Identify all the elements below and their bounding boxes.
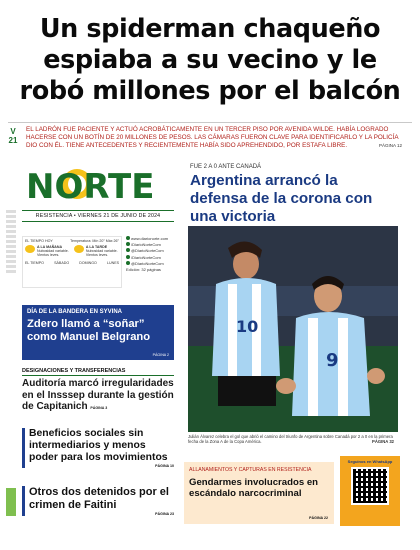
twitter-link[interactable]: @DiarioNorteCom [131,248,164,254]
youtube-icon [126,255,130,259]
instagram-icon [126,261,130,265]
qr-text: Seguinos en WhatsApp [347,459,393,464]
morning-forecast: Nubosidad variable. Vientos leves. [37,249,69,257]
svg-text:9: 9 [326,350,339,371]
flag-day-story[interactable] [22,305,174,360]
argentina-story[interactable] [186,164,398,230]
sun-icon [25,245,35,253]
lead-text: EL LADRÓN FUE PACIENTE Y ACTUÓ ACROBÁTICAMENTE EN UN TERCER PISO POR AVENIDA WILDE. HABÍA LOGRADO HACERSE CON UN BOTÍN DE 20 MILLONES DE PESOS. LAS CÁMARAS FUERON CLAVE PARA IDENTIFICARLO Y LA POLICÍA DIO CON ÉL. TIENE ANTECEDENTES Y RECIENTEMENTE HABÍA SIDO APREHENDIDO, POR ESTAFA LIBRE. [26,126,399,150]
page-ref: PÁGINA 32 [372,439,394,445]
afternoon-forecast: Nubosidad variable. Vientos leves. [85,249,118,257]
instagram-link[interactable]: @DiarioNorteCom [131,260,164,266]
facebook-link[interactable]: /DiarioNorteCom [131,242,161,248]
edition-info: Edición: 32 páginas [126,267,161,273]
lead-paragraph [26,126,402,151]
website-link[interactable]: www.diarionorte.com [131,236,169,241]
photo-caption [188,434,394,445]
svg-text:10: 10 [236,317,259,336]
social-links [126,236,174,273]
edition-code: V 21 [8,127,18,145]
forecast-day: SÁBADO [54,261,70,265]
forecast-day: DOMINGO [79,261,97,265]
benefits-story[interactable] [22,428,174,468]
page-ref: PÁGINA 2 [152,353,169,357]
whatsapp-qr-box[interactable] [340,456,400,526]
barcode-strip [6,210,16,274]
forecast-day: EL TIEMPO [25,261,44,265]
story-title: Beneficios sociales sin intermediarios y menos poder para los movimientos [29,428,168,463]
logo-graphic [22,164,174,206]
story-title: Zdero llamó a “soñar” como Manuel Belgrano [27,318,151,343]
page-ref: PÁGINA 22 [309,516,328,520]
sun-icon [74,245,84,253]
logo-text: NORTE [26,167,155,206]
photo-illustration [188,226,398,432]
caption-text: Julián Álvarez celebra el gol que abrió el camino del triunfo de Argentina sobre Canadá por 2 a 0 en la primera fecha de la Zona A de la Copa América. [188,434,393,445]
page-ref: PÁGINA 23 [155,512,174,516]
story-kicker: DESIGNACIONES Y TRANSFERENCIAS [22,368,174,376]
weather-temps: Temperatura: Mín 20° Máx 26° [70,239,119,243]
audit-story[interactable] [22,368,174,415]
gendarmes-story[interactable] [184,462,334,524]
story-kicker: DÍA DE LA BANDERA EN SYVINA [27,309,123,315]
weather-box [22,236,122,288]
story-title-text: Auditoría marcó irregularidades en el Insssep durante la gestión de Capitanich [22,378,174,412]
main-headline[interactable]: Un spiderman chaqueño espiaba a su vecino y le robó millones por el balcón [19,14,401,106]
faitini-story[interactable] [22,486,174,516]
page-ref: PÁGINA 3 [90,406,108,410]
story-kicker: FUE 2 A 0 ANTE CANADÁ [190,164,262,170]
morning-label: A LA MAÑANA [37,245,63,249]
globe-icon [126,236,130,240]
story-title: Gendarmes involucrados en escándalo narcocriminal [189,477,319,500]
story-title [22,378,174,415]
twitter-icon [126,248,130,252]
page-ref: PÁGINA 12 [378,143,402,149]
divider [8,122,412,123]
youtube-link[interactable]: /DiarioNorteCom [131,254,161,260]
forecast-day: LUNES [107,261,119,265]
qr-code-icon [351,467,389,505]
weather-heading: EL TIEMPO HOY [25,239,53,243]
facebook-icon [126,242,130,246]
afternoon-label: A LA TARDE [85,245,108,249]
decorative-bar [6,488,16,516]
story-kicker: ALLANAMIENTOS Y CAPTURAS EN RESISTENCIA [189,467,312,473]
football-photo[interactable] [188,226,398,432]
page-ref: PÁGINA 10 [155,464,174,468]
norte-logo [22,164,174,206]
story-title: Argentina arrancó la defensa de la corona con una victoria [190,172,373,225]
dateline: RESISTENCIA • VIERNES 21 DE JUNIO DE 2024 [22,210,174,222]
story-title: Otros dos detenidos por el crimen de Faitini [29,486,169,511]
